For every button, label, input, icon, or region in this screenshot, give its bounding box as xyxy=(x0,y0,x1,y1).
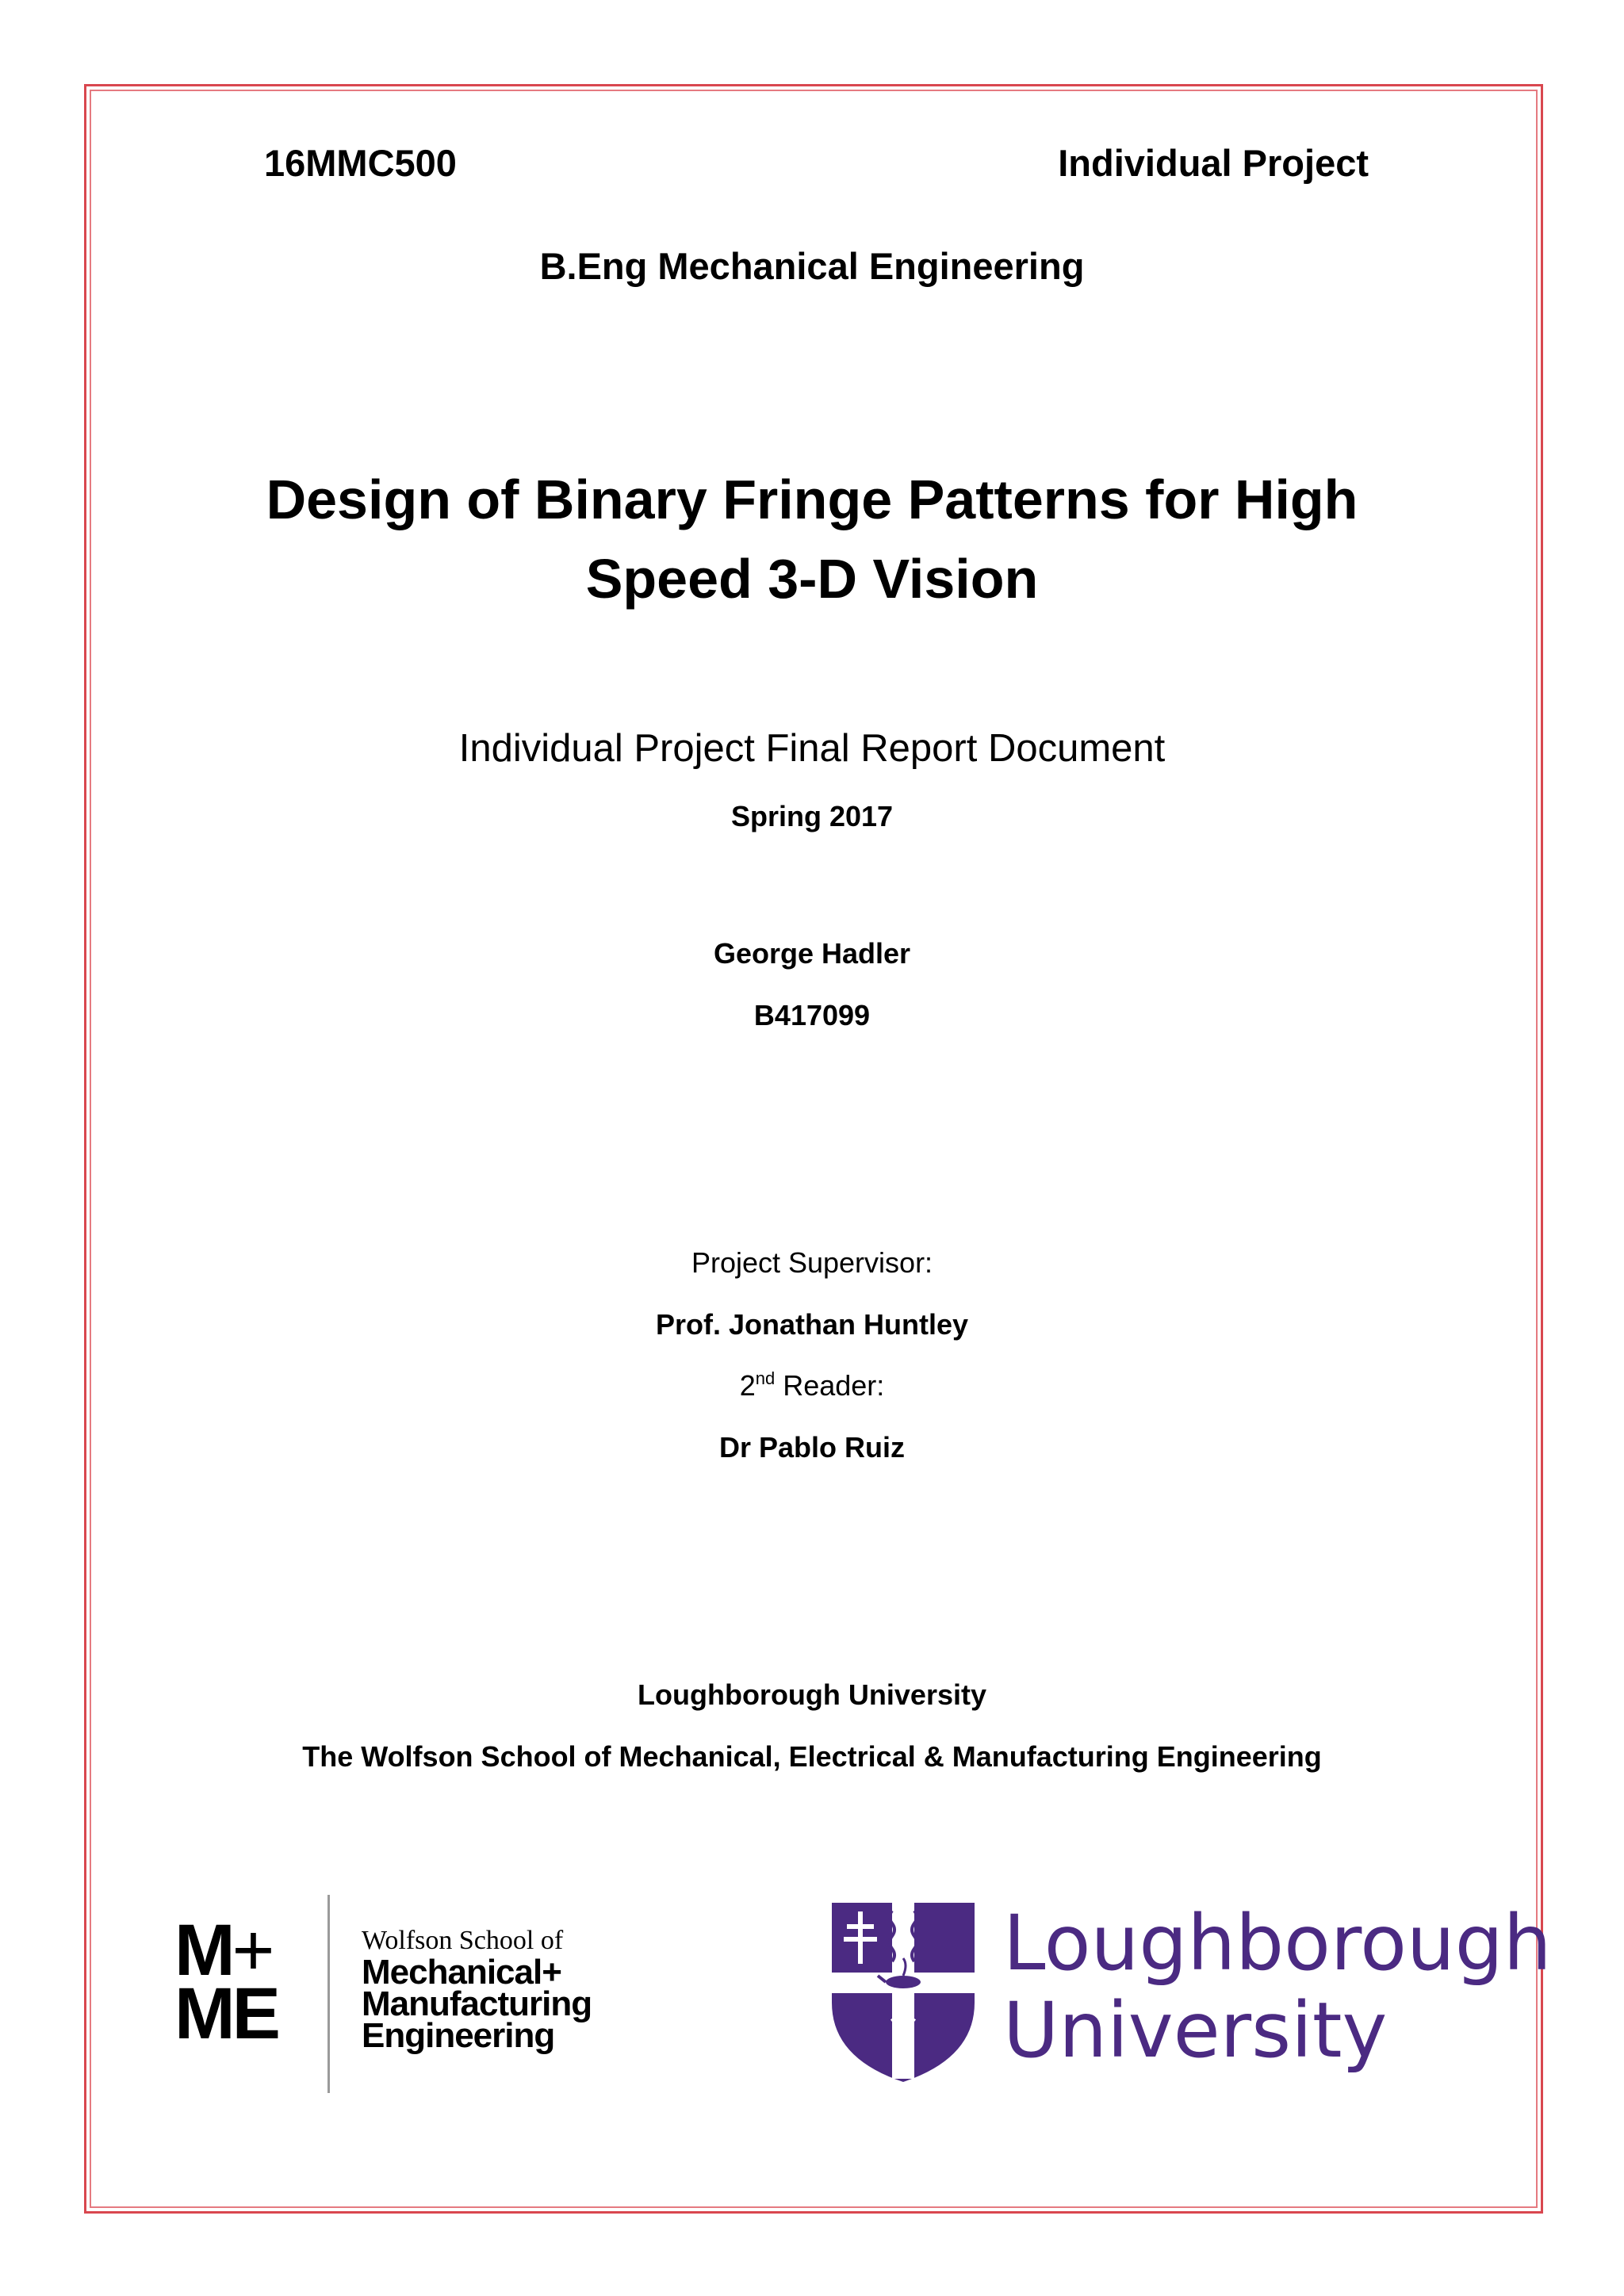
report-term: Spring 2017 xyxy=(730,800,894,832)
loughborough-university-logo xyxy=(829,1899,1552,2090)
university-crest-icon xyxy=(829,1900,978,2085)
supervisor-label: Project Supervisor: xyxy=(691,1246,933,1279)
second-reader-label xyxy=(0,1368,1624,1402)
module-type: Individual Project xyxy=(1058,142,1369,184)
student-id: B417099 xyxy=(753,999,871,1031)
reader-label-text: Reader: xyxy=(775,1369,885,1402)
second-reader-name: Dr Pablo Ruiz xyxy=(718,1431,906,1464)
reader-ordinal: 2 xyxy=(739,1369,756,1402)
loughborough-wordmark: Loughborough University xyxy=(1003,1899,1552,2075)
wolfson-school-logo xyxy=(174,1895,650,2093)
mme-logo-text: Wolfson School of Mechanical+ Manufacturing Engineering xyxy=(362,1926,592,2055)
author-name: George Hadler xyxy=(713,937,911,970)
school-name: The Wolfson School of Mechanical, Electrical & Manufacturing Engineering xyxy=(302,1740,1322,1773)
mme-logo-mark: M+ ME xyxy=(174,1910,278,2054)
degree-programme: B.Eng Mechanical Engineering xyxy=(539,245,1085,287)
report-title: Design of Binary Fringe Patterns for High Speed 3-D Vision xyxy=(266,469,1358,610)
supervisor-name: Prof. Jonathan Huntley xyxy=(655,1308,969,1341)
logo-divider xyxy=(327,1895,330,2093)
course-code: 16MMC500 xyxy=(264,142,457,184)
report-subtitle: Individual Project Final Report Document xyxy=(458,727,1166,770)
university-name: Loughborough University xyxy=(638,1678,986,1711)
reader-ordinal-suffix: nd xyxy=(755,1368,776,1388)
page-border-inner xyxy=(90,90,1538,2208)
